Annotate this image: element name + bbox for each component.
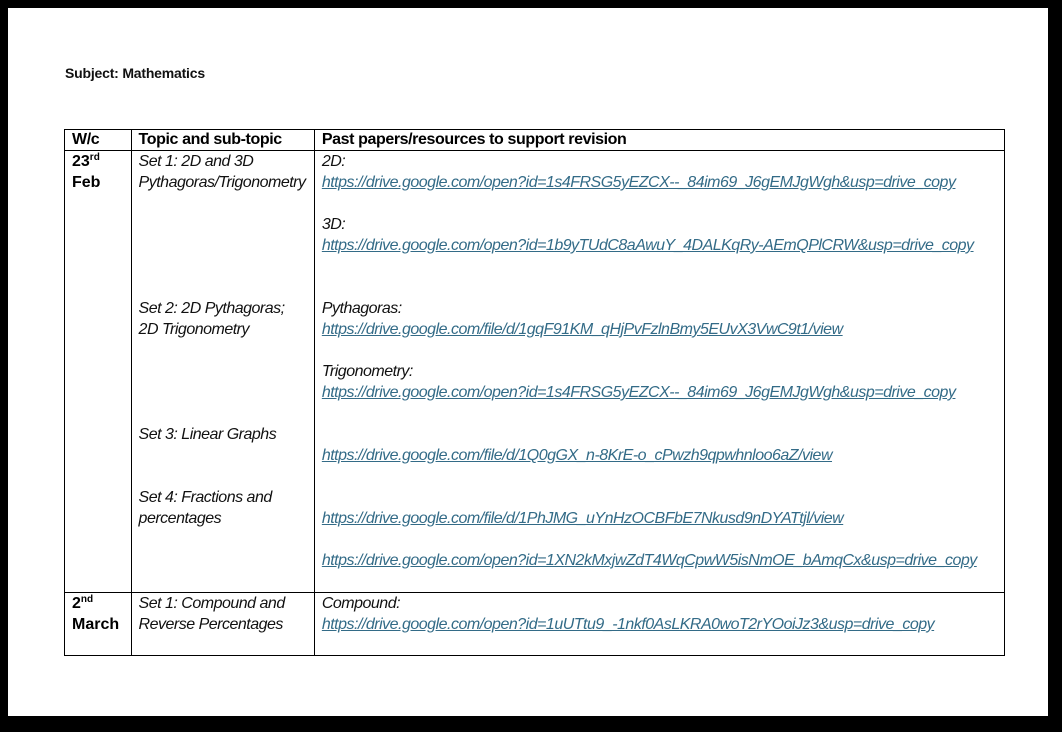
- header-resources: Past papers/resources to support revision: [314, 130, 1004, 151]
- resource-label-3d: 3D:: [321, 216, 346, 233]
- resource-label-pythagoras: Pythagoras:: [321, 300, 402, 317]
- topic-line: Set 4: Fractions and: [138, 489, 272, 506]
- topic-set1: [139, 151, 314, 193]
- topic-line: Set 3: Linear Graphs: [138, 426, 277, 443]
- document-page: [8, 8, 1052, 720]
- resource-label-2d: 2D:: [321, 153, 346, 170]
- revision-table: [64, 129, 1005, 656]
- resource-link-2d[interactable]: https://drive.google.com/open?id=1s4FRSG5yEZCX--_84im69_J6gEMJgWgh&usp=drive_copy: [321, 174, 956, 191]
- topic-w2-set1: [139, 593, 314, 635]
- topic-cell: [131, 151, 314, 593]
- resource-link-pythagoras[interactable]: https://drive.google.com/file/d/1gqF91KM_qHjPvFzlnBmy5EUvX3VwC9t1/view: [321, 321, 843, 338]
- resource-link-3d[interactable]: https://drive.google.com/open?id=1b9yTUdC8aAwuY_4DALKqRy-AEmQPlCRW&usp=drive_copy: [321, 237, 974, 254]
- topic-cell: [131, 593, 314, 656]
- resource-link-fractions-1[interactable]: https://drive.google.com/file/d/1PhJMG_uYnHzOCBFbE7Nkusd9nDYATtjl/view: [321, 510, 844, 527]
- topic-set4: [139, 487, 314, 529]
- header-week: W/c: [65, 130, 132, 151]
- topic-set2: [139, 298, 314, 340]
- topic-line: Reverse Percentages: [138, 616, 283, 633]
- topic-line: Set 1: Compound and: [138, 595, 285, 612]
- resources-cell: [314, 151, 1004, 593]
- header-topic: Topic and sub-topic: [131, 130, 314, 151]
- subject-heading: Subject: Mathematics: [65, 65, 205, 81]
- topic-line: percentages: [138, 510, 222, 527]
- table-row: [65, 593, 1005, 656]
- resource-link-fractions-2[interactable]: https://drive.google.com/open?id=1XN2kMxjwZdT4WqCpwW5isNmOE_bAmqCx&usp=drive_copy: [321, 552, 977, 569]
- week-cell: [65, 593, 132, 656]
- week-cell: [65, 151, 132, 593]
- table-header-row: [65, 130, 1005, 151]
- topic-line: Pythagoras/Trigonometry: [138, 174, 306, 191]
- resource-link-compound[interactable]: https://drive.google.com/open?id=1uUTtu9_-1nkf0AsLKRA0woT2rYOoiJz3&usp=drive_copy: [321, 616, 935, 633]
- resources-cell: [314, 593, 1004, 656]
- week-day: 23: [72, 153, 90, 170]
- topic-line: 2D Trigonometry: [138, 321, 250, 338]
- week-month: March: [72, 616, 120, 633]
- topic-line: Set 2: 2D Pythagoras;: [138, 300, 285, 317]
- topic-line: Set 1: 2D and 3D: [138, 153, 254, 170]
- week-day: 2: [72, 595, 81, 612]
- week-day-suffix: rd: [89, 152, 100, 163]
- resource-link-trigonometry[interactable]: https://drive.google.com/open?id=1s4FRSG5yEZCX--_84im69_J6gEMJgWgh&usp=drive_copy: [321, 384, 956, 401]
- resource-link-linear-graphs[interactable]: https://drive.google.com/file/d/1Q0gGX_n-8KrE-o_cPwzh9qpwhnloo6aZ/view: [321, 447, 833, 464]
- resource-label-compound: Compound:: [321, 595, 401, 612]
- table-row: [65, 151, 1005, 593]
- week-day-suffix: nd: [80, 594, 94, 605]
- topic-set3: [139, 424, 314, 445]
- week-month: Feb: [72, 174, 101, 191]
- resource-label-trigonometry: Trigonometry:: [321, 363, 413, 380]
